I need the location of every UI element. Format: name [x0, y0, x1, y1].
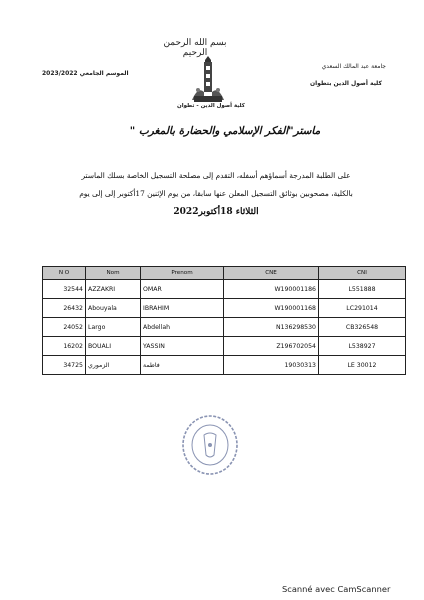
- header-no: N O: [43, 267, 86, 280]
- header-nom: Nom: [86, 267, 141, 280]
- cell-no: 16202: [43, 337, 86, 356]
- header-cne: CNE: [224, 267, 319, 280]
- announcement-line-3: الثلاثاء 18أكتوبر2022: [173, 207, 259, 217]
- table-row: [43, 280, 406, 299]
- university-name: جامعة عبد المالك السعدي: [321, 63, 386, 70]
- cell-no: 32544: [43, 280, 86, 299]
- cell-cni: L538927: [319, 337, 406, 356]
- basmala: بسم الله الرحمن الرحيم: [163, 38, 227, 58]
- table-header-row: [43, 267, 406, 280]
- cell-prenom: OMAR: [141, 280, 224, 299]
- cell-prenom: YASSIN: [141, 337, 224, 356]
- cell-no: 26432: [43, 299, 86, 318]
- cell-prenom: IBRAHIM: [141, 299, 224, 318]
- cell-cne: N136298530: [224, 318, 319, 337]
- faculty-name: كلية أصول الدين بتطوان: [309, 80, 382, 87]
- cell-nom: Largo: [86, 318, 141, 337]
- table-row: [43, 318, 406, 337]
- cell-cni: CB326548: [319, 318, 406, 337]
- cell-nom: BOUALI: [86, 337, 141, 356]
- cell-cne: W190001186: [224, 280, 319, 299]
- camscanner-watermark: Scanné avec CamScanner: [282, 584, 391, 594]
- university-stamp-icon: [180, 413, 240, 477]
- cell-no: 24052: [43, 318, 86, 337]
- students-table: [42, 266, 406, 375]
- table-row: [43, 356, 406, 375]
- cell-cne: Z196702054: [224, 337, 319, 356]
- announcement-line-2: بالكلية، مصحوبين بوثائق التسجيل المعلن عنها سابقا، من يوم الإثنين 17أكتوبر إلى إلى يوم: [79, 189, 353, 198]
- cell-cni: LC291014: [319, 299, 406, 318]
- cell-nom: الزموري: [86, 356, 141, 375]
- table-row: [43, 337, 406, 356]
- faculty-emblem-icon: [188, 56, 228, 104]
- emblem-caption: كلية أصول الدين - تطوان: [177, 103, 245, 109]
- cell-nom: AZZAKRI: [86, 280, 141, 299]
- master-title: ماستر"الفكر الإسلامي والحضارة بالمغرب ": [129, 125, 321, 137]
- academic-season: الموسم الجامعي 2023/2022: [42, 70, 129, 77]
- cell-cne: W190001168: [224, 299, 319, 318]
- header-prenom: Prenom: [141, 267, 224, 280]
- cell-cni: L551888: [319, 280, 406, 299]
- cell-prenom: Abdellah: [141, 318, 224, 337]
- header-cni: CNI: [319, 267, 406, 280]
- announcement: [48, 167, 384, 221]
- cell-cni: LE 30012: [319, 356, 406, 375]
- cell-cne: 19030313: [224, 356, 319, 375]
- cell-nom: Abouyala: [86, 299, 141, 318]
- cell-prenom: فاطمة: [141, 356, 224, 375]
- announcement-line-1: على الطلبة المدرجة أسماؤهم أسفله، التقدم إلى مصلحة التسجيل الخاصة بسلك الماستر: [81, 171, 351, 180]
- table-row: [43, 299, 406, 318]
- cell-no: 34725: [43, 356, 86, 375]
